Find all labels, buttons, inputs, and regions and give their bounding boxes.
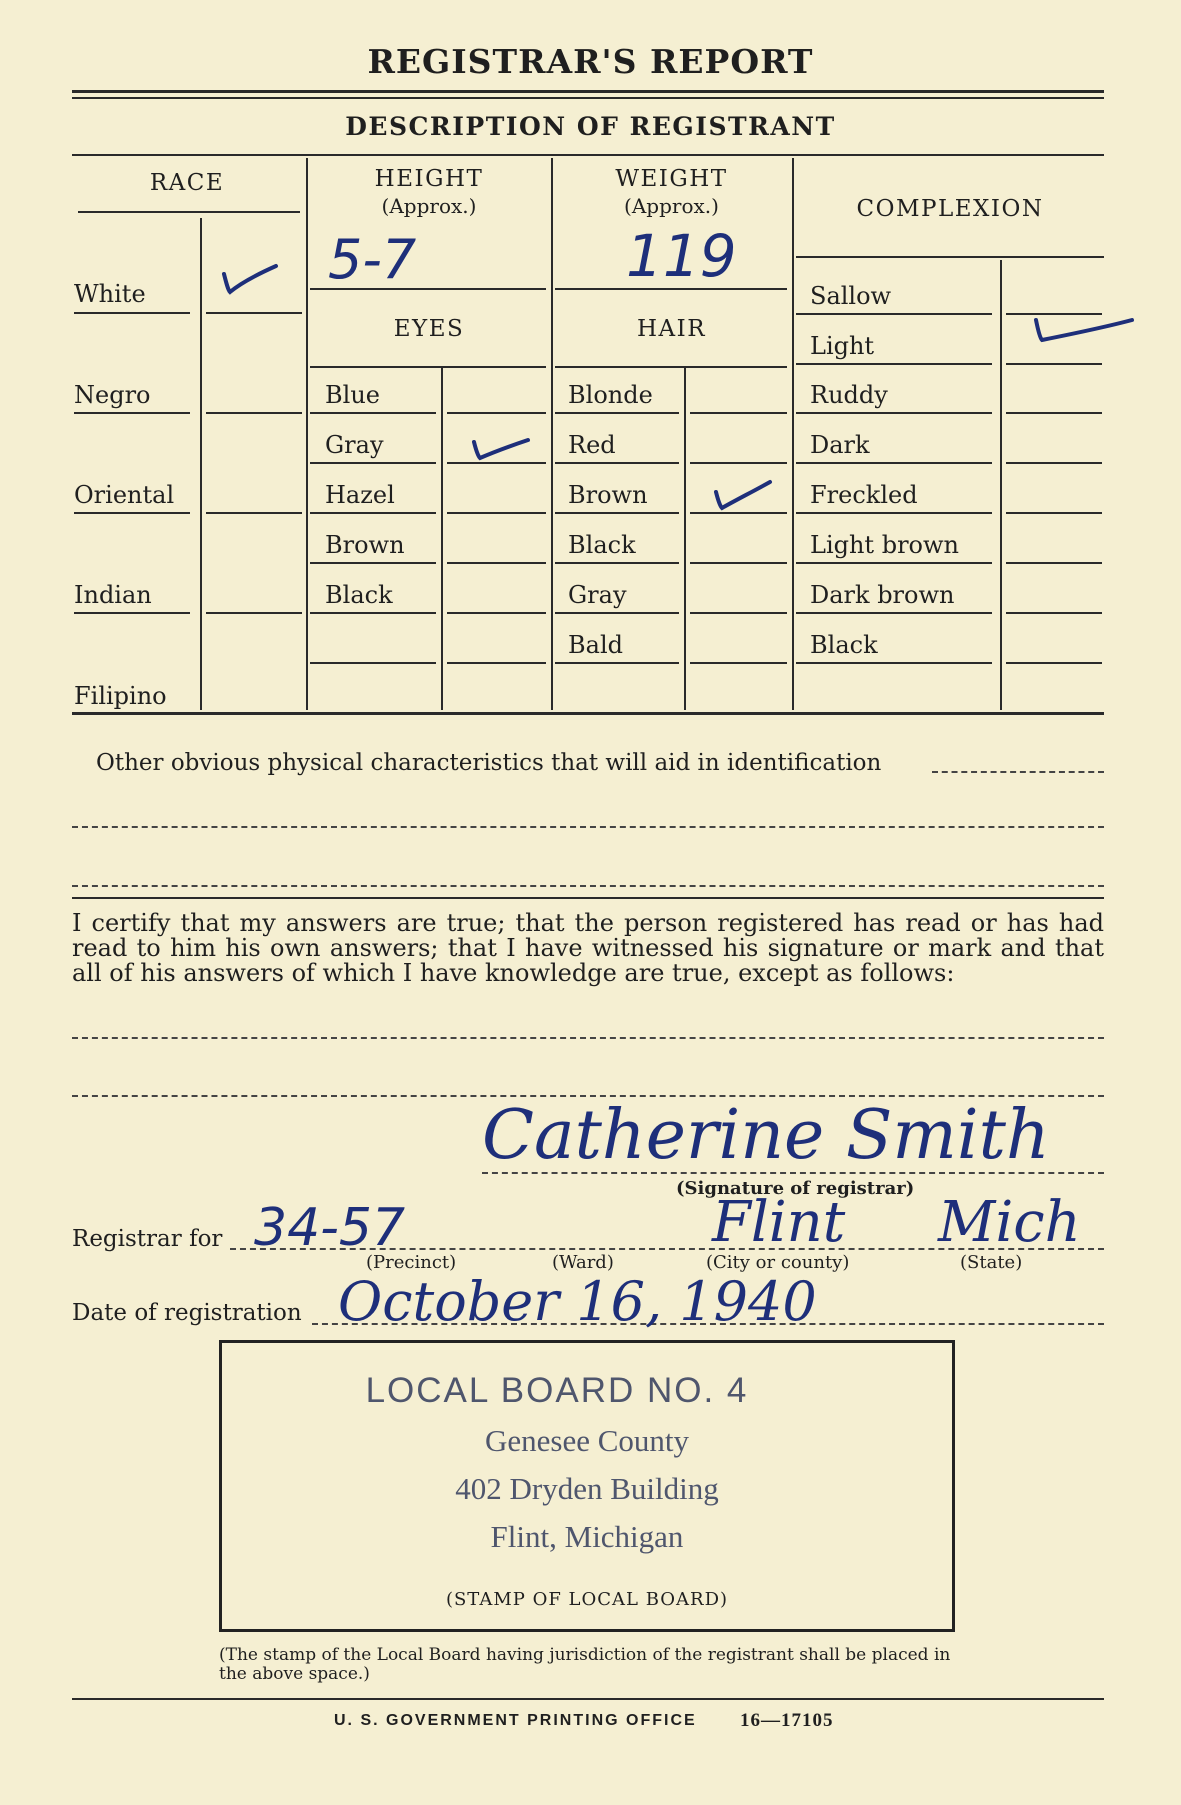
stamp-county: Genesee County (484, 1423, 690, 1458)
hair-check-rule (690, 562, 787, 564)
hair-row-rule (555, 562, 679, 564)
stamp-board-number: LOCAL BOARD NO. 4 (365, 1371, 749, 1410)
state-value: Mich (938, 1190, 1081, 1255)
complexion-check-rule (1006, 512, 1102, 514)
hair-header-rule (555, 366, 787, 368)
eyes-option-blue: Blue (325, 381, 380, 409)
certification-statement: I certify that my answers are true; that the person registered has read or has had read to him his own answers; that I have witnessed his signature or mark and that all of his answers of which I have knowledge are true, except as follows: (72, 909, 1104, 987)
eyes-row-rule (310, 462, 436, 464)
race-check-rule (206, 412, 302, 414)
precinct-value: 34-57 (254, 1198, 406, 1258)
city-value: Flint (712, 1190, 846, 1255)
eyes-row-rule (310, 412, 436, 414)
eyes-option-gray: Gray (325, 431, 384, 459)
complexion-row-rule (796, 363, 992, 365)
hair-option-gray: Gray (568, 581, 627, 609)
stamp-address: 402 Dryden Building (455, 1471, 719, 1506)
local-board-stamp-box (219, 1340, 955, 1632)
signature-caption: (Signature of registrar) (676, 1178, 915, 1199)
complexion-option-freckled: Freckled (810, 481, 918, 509)
complexion-check-rule (1006, 412, 1102, 414)
complexion-option-sallow: Sallow (810, 282, 892, 310)
registrar-for-label: Registrar for (72, 1226, 223, 1252)
complexion-light-checkmark (1032, 312, 1136, 348)
hair-check-rule (690, 462, 787, 464)
hair-option-blonde: Blonde (568, 381, 653, 409)
complexion-option-black: Black (810, 631, 878, 659)
col-divider-3 (792, 158, 794, 710)
hair-row-rule (555, 662, 679, 664)
hair-row-rule (555, 412, 679, 414)
race-option-white: White (74, 280, 146, 308)
title-rule-2 (72, 97, 1104, 99)
form-number: 16—17105 (740, 1710, 834, 1731)
complexion-row-rule (796, 512, 992, 514)
weight-approx: (Approx.) (624, 194, 719, 218)
complexion-check-rule (1006, 662, 1102, 664)
complexion-row-rule (796, 662, 992, 664)
other-characteristics-line-1 (932, 771, 1104, 773)
race-header: RACE (149, 170, 225, 196)
hair-check-rule (690, 412, 787, 414)
other-characteristics-label: Other obvious physical characteristics that will aid in identification (96, 750, 882, 776)
hair-option-bald: Bald (568, 631, 623, 659)
table-top-rule (72, 154, 1104, 156)
weight-header: WEIGHT (615, 166, 728, 192)
eyes-row-rule (310, 512, 436, 514)
hair-option-brown: Brown (568, 481, 648, 509)
eyes-check-divider (441, 368, 443, 710)
hair-header: HAIR (636, 316, 707, 342)
other-characteristics-line-3 (72, 885, 1104, 887)
hair-check-rule (690, 662, 787, 664)
race-option-oriental: Oriental (74, 481, 175, 509)
race-row-rule (74, 512, 190, 514)
form-title: REGISTRAR'S REPORT (367, 42, 814, 81)
race-row-rule (74, 412, 190, 414)
race-check-rule (206, 312, 302, 314)
height-value: 5-7 (328, 228, 417, 291)
eyes-check-rule (447, 412, 546, 414)
eyes-row-rule (310, 662, 436, 664)
hair-check-rule (690, 612, 787, 614)
state-caption: (State) (960, 1252, 1023, 1273)
complexion-header: COMPLEXION (856, 196, 1044, 222)
signature-line (482, 1172, 1104, 1174)
complexion-option-ruddy: Ruddy (810, 381, 888, 409)
eyes-check-rule (447, 562, 546, 564)
ward-caption: (Ward) (552, 1252, 614, 1273)
race-option-negro: Negro (74, 381, 151, 409)
date-of-registration-value: October 16, 1940 (338, 1270, 817, 1333)
eyes-row-rule (310, 612, 436, 614)
complexion-check-rule (1006, 612, 1102, 614)
complexion-check-divider (1000, 260, 1002, 710)
other-characteristics-line-2 (72, 826, 1104, 828)
eyes-gray-checkmark (470, 434, 532, 466)
complexion-row-rule (796, 313, 992, 315)
hair-check-divider (684, 368, 686, 710)
race-white-checkmark (218, 258, 280, 298)
complexion-check-rule (1006, 462, 1102, 464)
race-option-filipino: Filipino (74, 682, 167, 710)
date-of-registration-label: Date of registration (72, 1300, 302, 1326)
eyes-option-black: Black (325, 581, 393, 609)
race-check-rule (206, 512, 302, 514)
section-subtitle: DESCRIPTION OF REGISTRANT (345, 112, 836, 141)
hair-row-rule (555, 612, 679, 614)
exception-line-1 (72, 1037, 1104, 1039)
eyes-option-hazel: Hazel (325, 481, 395, 509)
hair-brown-checkmark (712, 478, 774, 514)
eyes-header: EYES (393, 316, 465, 342)
eyes-header-rule (310, 366, 546, 368)
registrar-signature: Catherine Smith (482, 1096, 1050, 1175)
race-row-rule (74, 612, 190, 614)
complexion-check-rule (1006, 363, 1102, 365)
complexion-option-dark-brown: Dark brown (810, 581, 955, 609)
complexion-check-rule (1006, 562, 1102, 564)
title-rule (72, 90, 1104, 93)
col-divider-1 (306, 158, 308, 710)
col-divider-2 (551, 158, 553, 710)
eyes-check-rule (447, 662, 546, 664)
stamp-caption: (STAMP OF LOCAL BOARD) (445, 1589, 729, 1610)
hair-row-rule (555, 512, 679, 514)
complexion-row-rule (796, 462, 992, 464)
hair-option-black: Black (568, 531, 636, 559)
eyes-check-rule (447, 512, 546, 514)
complexion-option-dark: Dark (810, 431, 870, 459)
race-check-rule (206, 612, 302, 614)
hair-option-red: Red (568, 431, 616, 459)
table-bottom-rule (72, 712, 1104, 715)
complexion-header-rule (796, 256, 1104, 258)
precinct-caption: (Precinct) (366, 1252, 457, 1273)
stamp-city: Flint, Michigan (490, 1519, 684, 1554)
printer-credit: U. S. GOVERNMENT PRINTING OFFICE (334, 1712, 697, 1729)
stamp-instruction-note: (The stamp of the Local Board having jurisdiction of the registrant shall be placed in the above space.) (219, 1645, 951, 1684)
height-approx: (Approx.) (381, 194, 477, 218)
section-rule (72, 897, 1104, 899)
height-header: HEIGHT (374, 166, 484, 192)
race-check-divider (200, 218, 202, 710)
complexion-option-light: Light (810, 332, 875, 360)
complexion-row-rule (796, 612, 992, 614)
weight-value: 119 (626, 222, 737, 290)
complexion-option-light-brown: Light brown (810, 531, 959, 559)
eyes-check-rule (447, 612, 546, 614)
race-option-indian: Indian (74, 581, 152, 609)
city-caption: (City or county) (706, 1252, 850, 1273)
race-row-rule (74, 312, 190, 314)
footer-rule (72, 1698, 1104, 1700)
eyes-row-rule (310, 562, 436, 564)
complexion-row-rule (796, 562, 992, 564)
eyes-option-brown: Brown (325, 531, 405, 559)
race-header-rule (78, 211, 300, 213)
complexion-row-rule (796, 412, 992, 414)
hair-row-rule (555, 462, 679, 464)
